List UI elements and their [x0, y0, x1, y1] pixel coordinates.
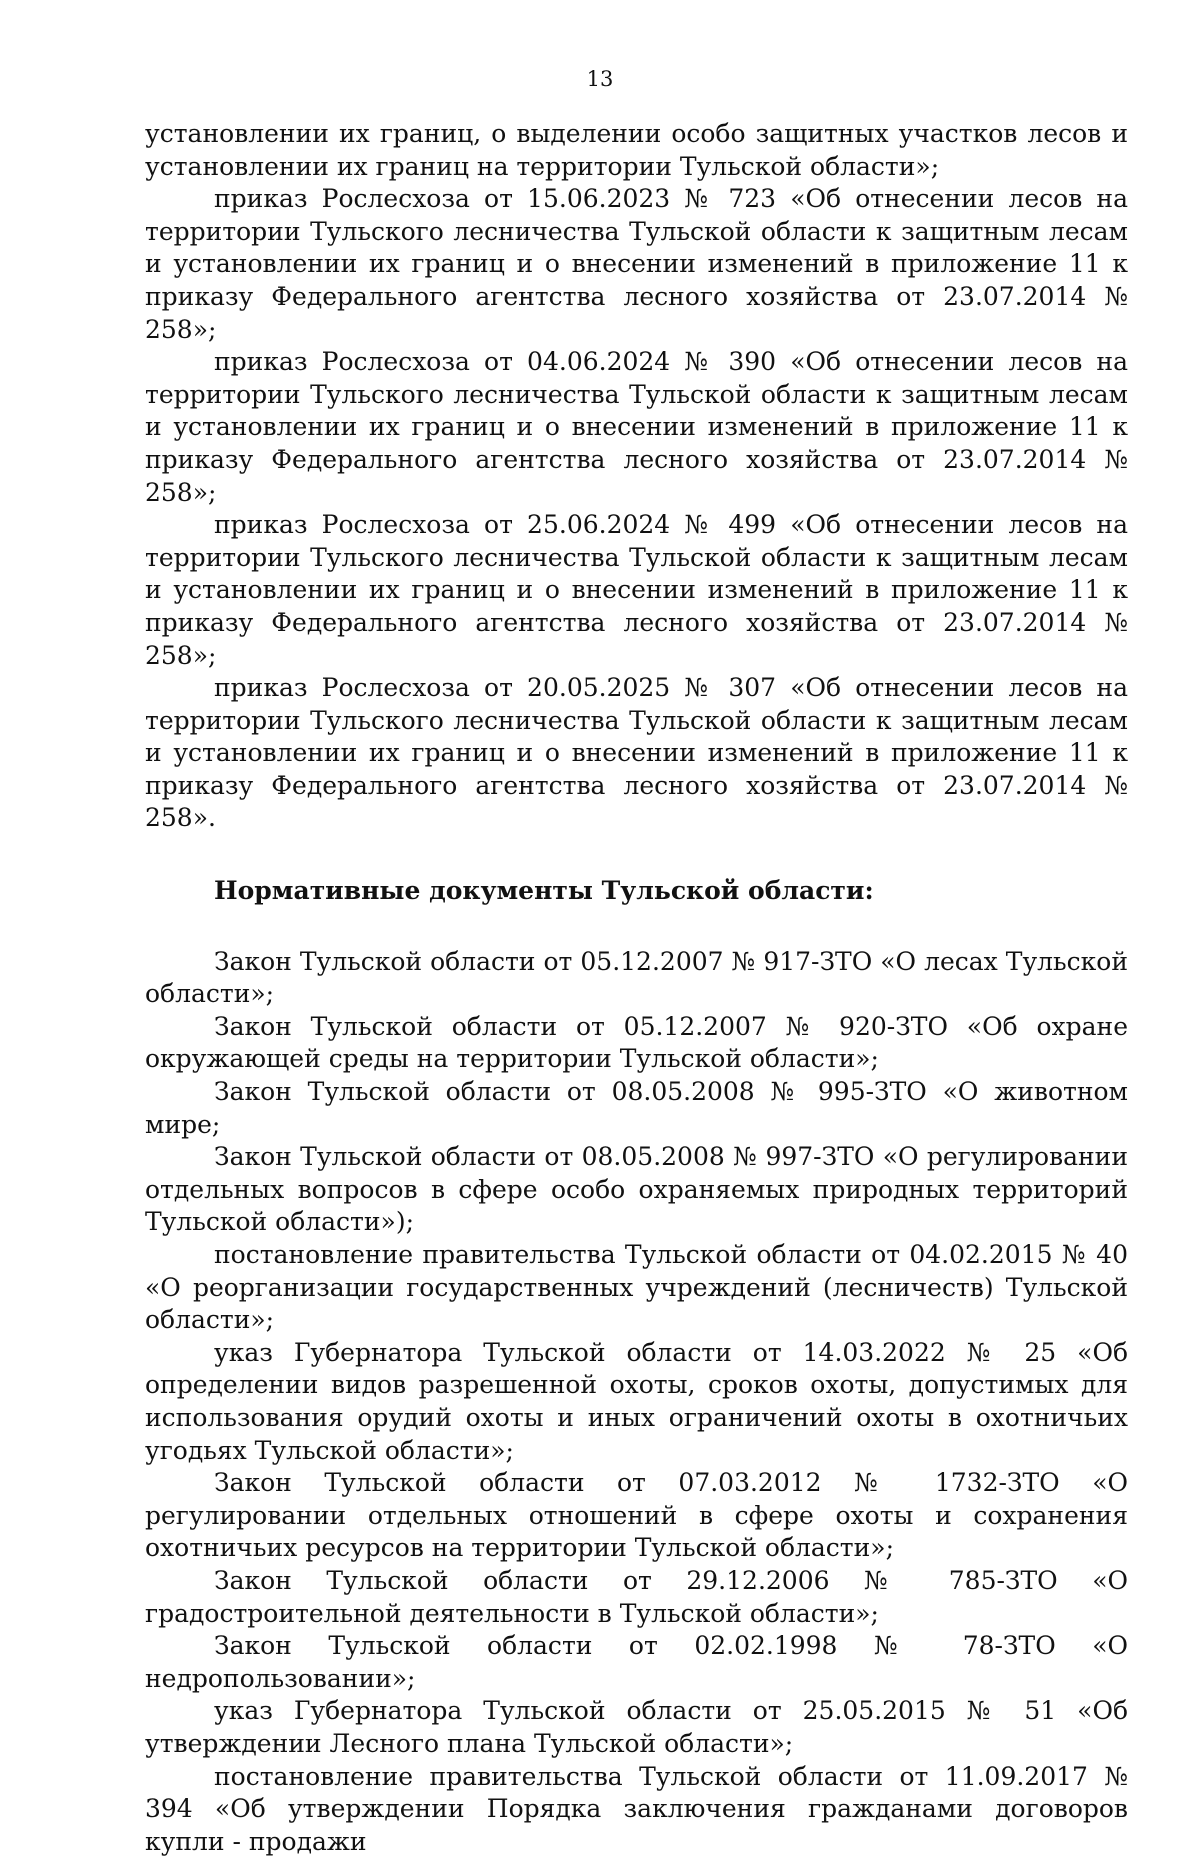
paragraph: постановление правительства Тульской области от 11.09.2017 № 394 «Об утверждении Порядка заключения гражданами договоров купли - продажи: [145, 1761, 1128, 1858]
paragraph: приказ Рослесхоза от 20.05.2025 № 307 «Об отнесении лесов на территории Тульского лесничества Тульской области к защитным лесам и установлении их границ и о внесении изменений в приложение 11 к приказу Федерального агентства лесного хозяйства от 23.07.2014 № 258».: [145, 672, 1128, 835]
paragraph: Закон Тульской области от 08.05.2008 № 997-ЗТО «О регулировании отдельных вопросов в сфере особо охраняемых природных территорий Тульской области»);: [145, 1141, 1128, 1239]
section-heading: Нормативные документы Тульской области:: [145, 875, 1128, 908]
paragraph: Закон Тульской области от 02.02.1998 № 78-ЗТО «О недропользовании»;: [145, 1630, 1128, 1695]
paragraph: приказ Рослесхоза от 25.06.2024 № 499 «Об отнесении лесов на территории Тульского лесничества Тульской области к защитным лесам и установлении их границ и о внесении изменений в приложение 11 к приказу Федерального агентства лесного хозяйства от 23.07.2014 № 258»;: [145, 509, 1128, 672]
paragraph: Закон Тульской области от 07.03.2012 № 1732-ЗТО «О регулировании отдельных отношений в сфере охоты и сохранения охотничьих ресурсов на территории Тульской области»;: [145, 1467, 1128, 1565]
paragraph: указ Губернатора Тульской области от 14.03.2022 № 25 «Об определении видов разрешенной охоты, сроков охоты, допустимых для использования орудий охоты и иных ограничений охоты в охотничьих угодьях Тульской области»;: [145, 1337, 1128, 1467]
paragraph: приказ Рослесхоза от 04.06.2024 № 390 «Об отнесении лесов на территории Тульского лесничества Тульской области к защитным лесам и установлении их границ и о внесении изменений в приложение 11 к приказу Федерального агентства лесного хозяйства от 23.07.2014 № 258»;: [145, 346, 1128, 509]
paragraph: Закон Тульской области от 05.12.2007 № 920-ЗТО «Об охране окружающей среды на территории Тульской области»;: [145, 1011, 1128, 1076]
paragraph: установлении их границ, о выделении особо защитных участков лесов и установлении их границ на территории Тульской области»;: [145, 118, 1128, 183]
paragraph: указ Губернатора Тульской области от 25.05.2015 № 51 «Об утверждении Лесного плана Тульской области»;: [145, 1695, 1128, 1760]
paragraph: Закон Тульской области от 05.12.2007 № 917-ЗТО «О лесах Тульской области»;: [145, 946, 1128, 1011]
page-content: [145, 118, 1128, 1858]
paragraph: приказ Рослесхоза от 15.06.2023 № 723 «Об отнесении лесов на территории Тульского лесничества Тульской области к защитным лесам и установлении их границ и о внесении изменений в приложение 11 к приказу Федерального агентства лесного хозяйства от 23.07.2014 № 258»;: [145, 183, 1128, 346]
page-number: 13: [0, 64, 1200, 94]
paragraph: Закон Тульской области от 29.12.2006 № 785-ЗТО «О градостроительной деятельности в Тульской области»;: [145, 1565, 1128, 1630]
paragraph: Закон Тульской области от 08.05.2008 № 995-ЗТО «О животном мире;: [145, 1076, 1128, 1141]
paragraph: постановление правительства Тульской области от 04.02.2015 № 40 «О реорганизации государственных учреждений (лесничеств) Тульской области»;: [145, 1239, 1128, 1337]
